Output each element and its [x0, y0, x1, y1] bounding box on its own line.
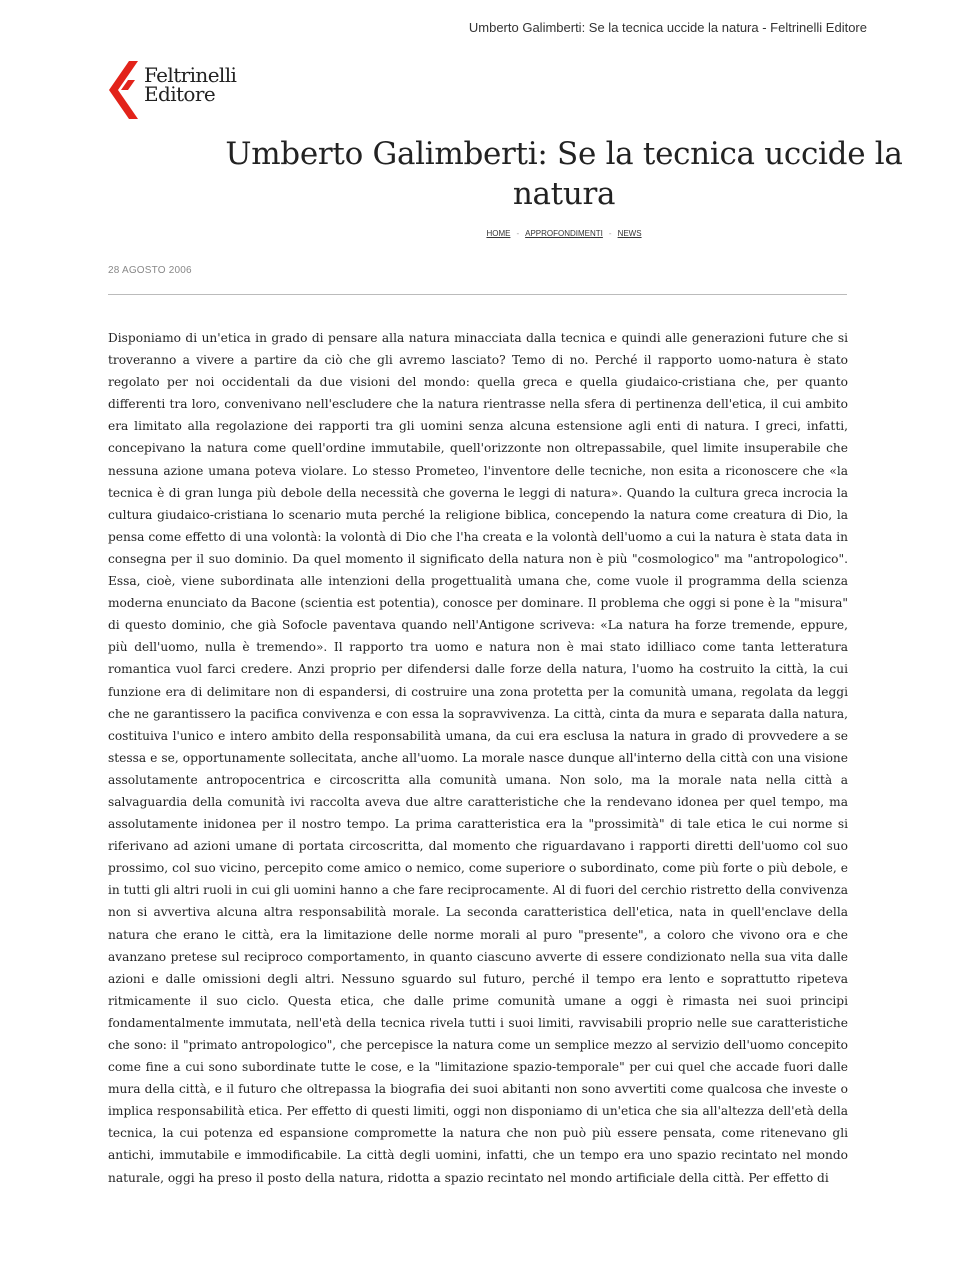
- article-date: 28 AGOSTO 2006: [108, 265, 192, 276]
- breadcrumb-home-link[interactable]: HOME: [486, 229, 511, 238]
- breadcrumb-approfondimenti-link[interactable]: APPROFONDIMENTI: [525, 229, 603, 238]
- print-header-title: Umberto Galimberti: Se la tecnica uccide la natura - Feltrinelli Editore: [468, 20, 867, 35]
- breadcrumb: [220, 229, 908, 238]
- logo-line-2: Editore: [144, 82, 216, 106]
- article-body: Disponiamo di un'etica in grado di pensare alla natura minacciata dalla tecnica e quindi alle generazioni future che si troveranno a vivere a partire da ciò che gli avremo lasciato? Temo di no. Perché il rapporto uomo-natura è stato regolato per noi occidentali da due visioni del mondo: quella greca e quella giudaico-cristiana che, per quanto differenti tra loro, convenivano nell'escludere che la natura rientrasse nella sfera di pertinenza dell'etica, il cui ambito era limitato alla regolazione dei rapporti tra gli uomini senza alcuna estensione agli enti di natura. I greci, infatti, concepivano la natura come quell'ordine immutabile, quell'orizzonte non oltrepassabile, quel limite insuperabile che nessuna azione umana poteva violare. Lo stesso Prometeo, l'inventore delle tecniche, non esita a riconoscere che «la tecnica è di gran lunga più debole della necessità che governa le leggi di natura». Quando la cultura greca incrocia la cultura giudaico-cristiana lo scenario muta perché la religione biblica, concependo la natura come creatura di Dio, la pensa come effetto di una volontà: la volontà di Dio che l'ha creata e la volontà dell'uomo a cui la natura è stata data in consegna per il suo dominio. Da quel momento il significato della natura non è più "cosmologico" ma "antropologico". Essa, cioè, viene subordinata alle intenzioni della progettualità umana che, come vuole il programma della scienza moderna enunciato da Bacone (scientia est potentia), conosce per dominare. Il problema che oggi si pone è la "misura" di questo dominio, che già Sofocle paventava quando nell'Antigone scriveva: «La natura ha forze tremende, eppure, più dell'uomo, nulla è tremendo». Il rapporto tra uomo e natura non è mai stato idilliaco come tanta letteratura romantica vuol farci credere. Anzi proprio per difendersi dalle forze della natura, l'uomo ha costruito la città, la cui funzione era di delimitare non di espandersi, di costruire una zona protetta per la comunità umana, regolata da leggi che ne garantissero la pacifica convivenza e con essa la sopravvivenza. La città, cinta da mura e separata dalla natura, costituiva l'unico e intero ambito della responsabilità umana, da cui era esclusa la natura in grado di provvedere a se stessa e se, opportunamente sollecitata, anche all'uomo. La morale nasce dunque all'interno della città con una visione assolutamente antropocentrica e circoscritta alla comunità umana. Non solo, ma la morale nata nella città a salvaguardia della comunità ivi raccolta aveva due altre caratteristiche che la rendevano idonea per quel tempo, ma assolutamente inidonea per il nostro tempo. La prima caratteristica era la "prossimità" di tale etica le cui norme si riferivano ad azioni umane di portata circoscritta, dal momento che riguardavano i rapporti diretti dell'uomo col suo prossimo, col suo vicino, percepito come amico o nemico, come superiore o subordinato, come più forte o più debole, e in tutti gli altri ruoli in cui gli uomini hanno a che fare reciprocamente. Al di fuori del cerchio ristretto della convivenza non si avvertiva alcuna altra responsabilità morale. La seconda caratteristica dell'etica, nata in quell'enclave della natura che erano le città, era la limitazione delle norme morali al puro "presente", a coloro che vivono ora e che avanzano pretese sul reciproco comportamento, in quanto ciascuno avverte di essere condizionato nella sua vita dalle azioni e dalle omissioni degli altri. Nessuno sguardo sul futuro, perché il tempo era lento e soprattutto ripeteva ritmicamente il suo ciclo. Questa etica, che dalle prime comunità umane a oggi è rimasta nei suoi principi fondamentalmente immutata, nell'età della tecnica rivela tutti i suoi limiti, ravvisabili proprio nelle sue caratteristiche che sono: il "primato antropologico", che percepisce la natura come un semplice mezzo al servizio dell'uomo concepito come fine a cui sono subordinate tutte le cose, e la "limitazione spazio-temporale" per cui quel che accade fuori dalle mura della città, e il futuro che oltrepassa la biografia dei suoi abitanti non sono avvertiti come qualcosa che investe o implica responsabilità etica. Per effetto di questi limiti, oggi non disponiamo di un'etica che sia all'altezza dell'età della tecnica, la cui potenza ed espansione compromette la natura che non può più essere pensata, come ritenevano gli antichi, immutabile e immodificabile. La città degli uomini, infatti, che un tempo era uno spazio recintato nel mondo naturale, oggi ha preso il posto della natura, ridotta a spazio recintato nel mondo artificiale della città. Per effetto di: [108, 331, 848, 1185]
- breadcrumb-news-link[interactable]: NEWS: [617, 229, 642, 238]
- breadcrumb-separator: -: [608, 229, 612, 238]
- logo-wordmark: [144, 63, 237, 106]
- header-divider: [108, 294, 847, 295]
- feltrinelli-chevron-icon: [107, 60, 141, 120]
- feltrinelli-logo[interactable]: [107, 60, 236, 120]
- breadcrumb-separator: -: [516, 229, 520, 238]
- article-title: Umberto Galimberti: Se la tecnica uccide la natura: [225, 136, 903, 212]
- logo-line-1: Feltrinelli: [144, 63, 237, 87]
